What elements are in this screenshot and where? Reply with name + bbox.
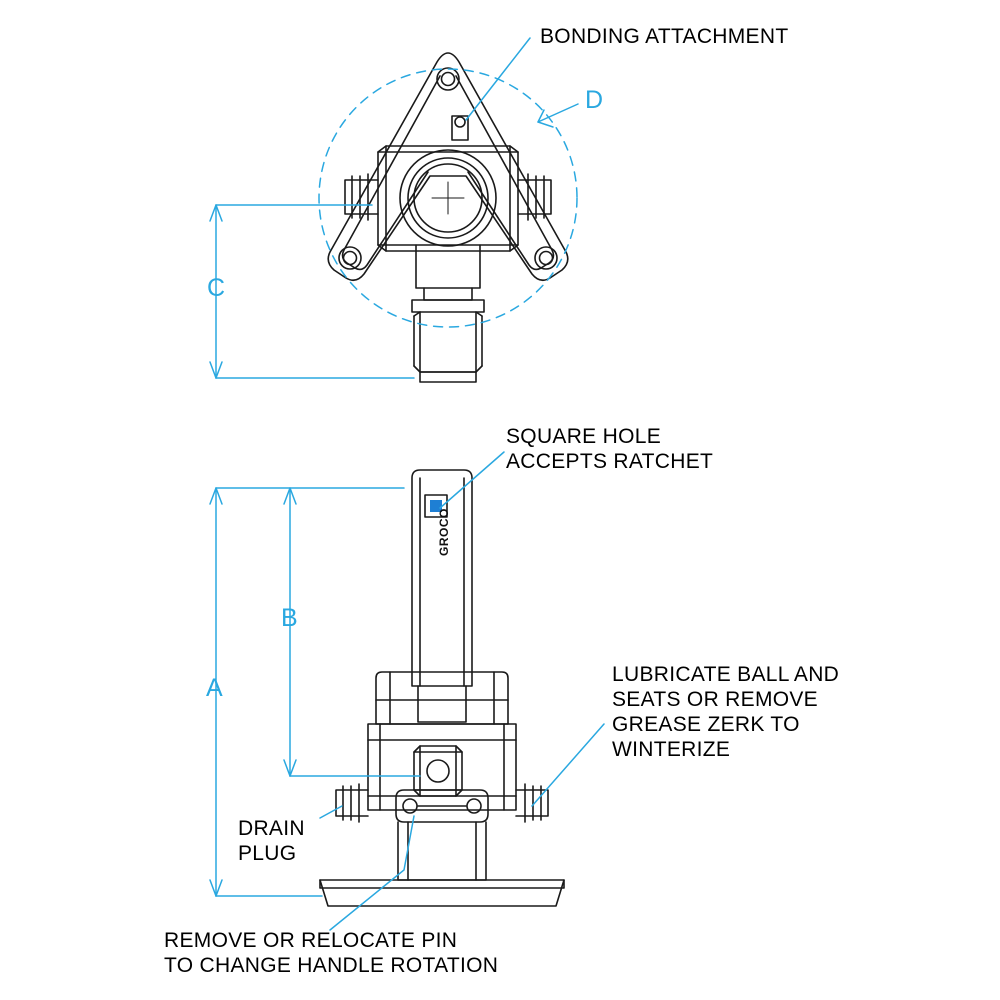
annotation-lubricate-line2: SEATS OR REMOVE bbox=[612, 688, 818, 711]
annotation-square-hole-line2: ACCEPTS RATCHET bbox=[506, 450, 714, 473]
annotation-lubricate-line4: WINTERIZE bbox=[612, 738, 731, 761]
dimension-label-a: A bbox=[206, 674, 223, 702]
annotation-drain-plug-line2: PLUG bbox=[238, 842, 297, 865]
dimension-label-d: D bbox=[585, 86, 604, 114]
annotation-drain-plug-line1: DRAIN bbox=[238, 817, 305, 840]
annotation-lubricate-line3: GREASE ZERK TO bbox=[612, 713, 800, 736]
annotation-bonding-attachment: BONDING ATTACHMENT bbox=[540, 25, 789, 48]
top-view-flange bbox=[328, 53, 568, 382]
annotation-relocate-pin-line2: TO CHANGE HANDLE ROTATION bbox=[164, 954, 499, 977]
annotation-lubricate-line1: LUBRICATE BALL AND bbox=[612, 663, 840, 686]
dimension-label-b: B bbox=[281, 604, 298, 632]
brand-label-groco: GROCO bbox=[437, 508, 451, 556]
annotation-square-hole-line1: SQUARE HOLE bbox=[506, 425, 662, 448]
annotation-relocate-pin-line1: REMOVE OR RELOCATE PIN bbox=[164, 929, 458, 952]
dimension-label-c: C bbox=[207, 274, 226, 302]
